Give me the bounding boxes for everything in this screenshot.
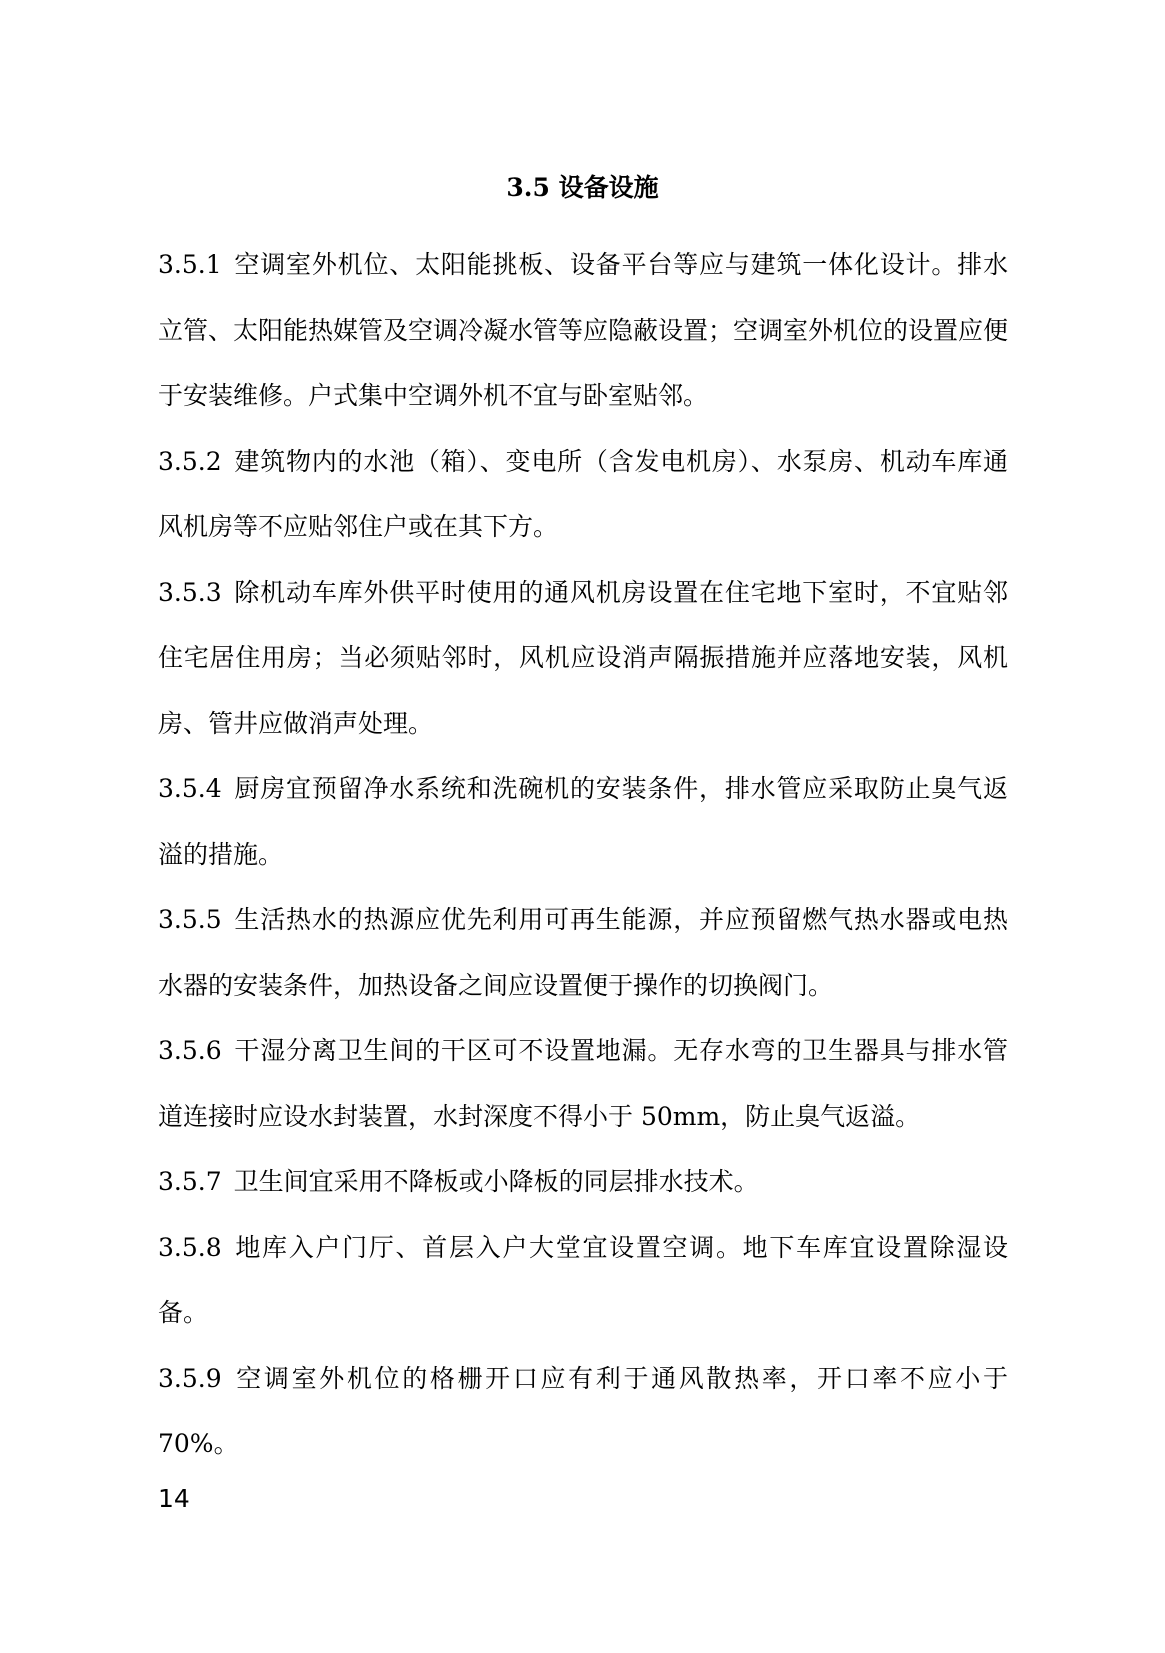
clause-3-5-3 [158, 560, 1008, 757]
clause-text: 干湿分离卫生间的干区可不设置地漏。无存水弯的卫生器具与排水管道连接时应设水封装置，水封深度不得小于 50mm，防止臭气返溢。 [158, 1036, 1008, 1131]
clause-text: 建筑物内的水池（箱）、变电所（含发电机房）、水泵房、机动车库通风机房等不应贴邻住户或在其下方。 [158, 446, 1008, 541]
clause-number: 3.5.6 [158, 1036, 222, 1065]
clause-text: 厨房宜预留净水系统和洗碗机的安装条件，排水管应采取防止臭气返溢的措施。 [158, 774, 1008, 869]
clause-text: 空调室外机位、太阳能挑板、设备平台等应与建筑一体化设计。排水立管、太阳能热媒管及空调冷凝水管等应隐蔽设置；空调室外机位的设置应便于安装维修。户式集中空调外机不宜与卧室贴邻。 [158, 250, 1009, 410]
clause-3-5-9 [158, 1346, 1008, 1477]
clause-number: 3.5.5 [158, 905, 222, 934]
clause-3-5-8 [158, 1215, 1008, 1346]
clause-text: 空调室外机位的格栅开口应有利于通风散热率，开口率不应小于 70%。 [158, 1363, 1008, 1458]
clause-3-5-6 [158, 1018, 1008, 1149]
clause-3-5-2 [158, 429, 1008, 560]
clause-text: 地库入户门厅、首层入户大堂宜设置空调。地下车库宜设置除湿设备。 [158, 1232, 1008, 1327]
clause-number: 3.5.7 [158, 1167, 222, 1196]
clause-3-5-5 [158, 887, 1008, 1018]
clause-number: 3.5.3 [158, 577, 222, 607]
page-number: 14 [158, 1484, 190, 1513]
clause-3-5-7 [158, 1149, 1008, 1215]
clause-text: 卫生间宜采用不降板或小降板的同层排水技术。 [233, 1167, 759, 1196]
clause-text: 生活热水的热源应优先利用可再生能源，并应预留燃气热水器或电热水器的安装条件，加热设备之间应设置便于操作的切换阀门。 [158, 905, 1008, 1000]
clause-3-5-4 [158, 756, 1008, 887]
clause-3-5-1 [158, 232, 1008, 429]
section-title: 3.5 设备设施 [506, 173, 659, 202]
clause-number: 3.5.1 [158, 250, 222, 279]
clause-number: 3.5.8 [158, 1232, 222, 1262]
clause-list [158, 232, 1008, 1477]
clause-number: 3.5.2 [158, 446, 222, 476]
clause-text: 除机动车库外供平时使用的通风机房设置在住宅地下室时，不宜贴邻住宅居住用房；当必须贴邻时，风机应设消声隔振措施并应落地安装，风机房、管井应做消声处理。 [158, 577, 1008, 738]
clause-number: 3.5.4 [158, 774, 222, 803]
clause-number: 3.5.9 [158, 1363, 222, 1393]
